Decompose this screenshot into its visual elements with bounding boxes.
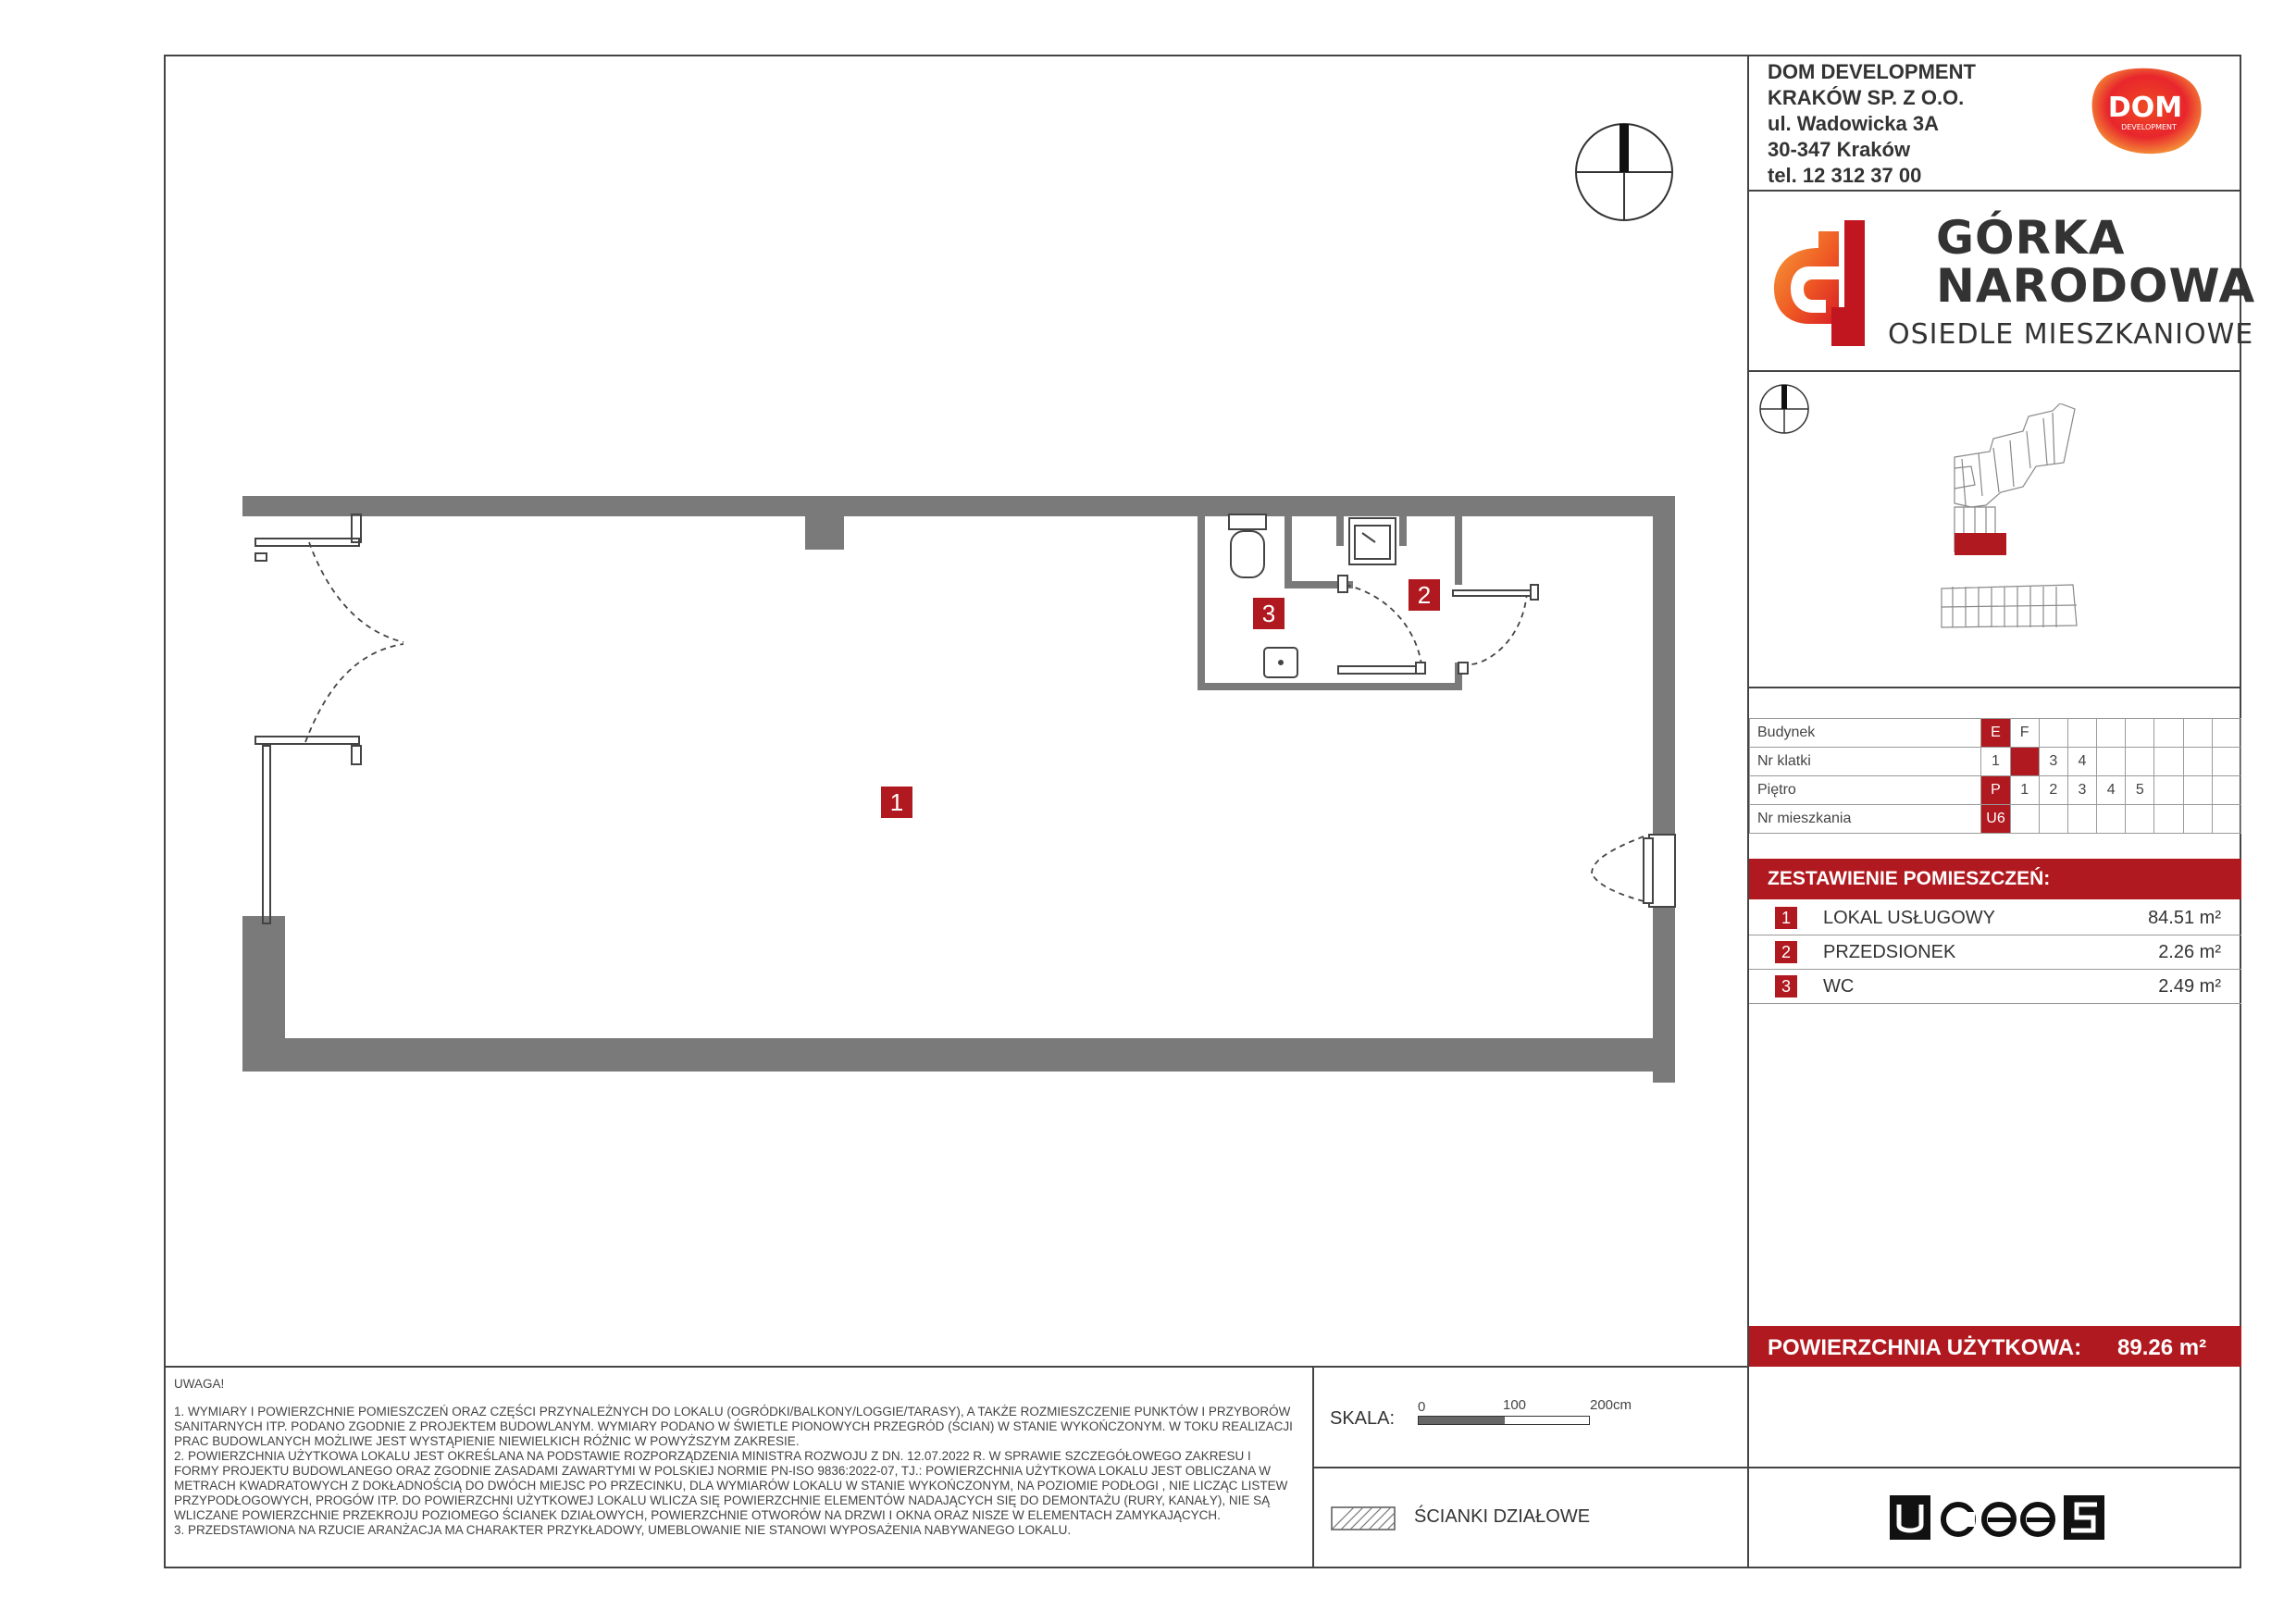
location-cell xyxy=(2097,805,2126,834)
location-cell xyxy=(2212,748,2240,776)
company-name-1: DOM DEVELOPMENT xyxy=(1768,60,1976,83)
company-phone: tel. 12 312 37 00 xyxy=(1768,164,1922,187)
location-row-label: Nr mieszkania xyxy=(1750,805,1981,834)
company-info xyxy=(1768,59,1976,189)
location-cell xyxy=(2097,748,2126,776)
room-row xyxy=(1749,935,2241,970)
location-cell xyxy=(2067,719,2096,748)
location-cell xyxy=(2154,748,2183,776)
room-tag-1: 1 xyxy=(881,787,912,818)
room-name: PRZEDSIONEK xyxy=(1823,942,1956,962)
project-title-1: GÓRKA xyxy=(1936,211,2126,265)
total-area-bar xyxy=(1749,1326,2241,1367)
location-cell: U6 xyxy=(1981,805,2010,834)
notes-item-2: 2. POWIERZCHNIA UŻYTKOWA LOKALU JEST OKREŚLANA NA PODSTAWIE ROZPORZĄDZENIA MINISTRA ROZWOJU Z DN. 12.07.2022 R. W SPRAWIE SZCZEGÓŁOWEGO ZAKRESU I FORMY PROJEKTU BUDOWLANEGO ORAZ ZGODNIE ZASADAMI ZAWARTYMI W POLSKIEJ NORMIE PN-ISO 9836:2022-07, TJ.: POWIERZCHNIA UŻYTKOWA LOKALU JEST OBLICZANA W METRACH KWADRATOWYCH Z DOKŁADNOŚCIĄ DO DWÓCH MIEJSC PO PRZECINKU, DLA WYMIARÓW LOKALU W STANIE WYKOŃCZONYM, NA POZIOMIE PODŁOGI , NIE LICZĄC LISTEW PRZYPODŁOGOWYCH, PROGÓW ITP. DO POWIERZCHNI UŻYTKOWEJ LOKALU WLICZA SIĘ POWIERZCHNIE ELEMENTÓW NADAJĄCYCH SIĘ DO DEMONTAŻU (RURY, KANAŁY), NIE SĄ WLICZANE POWIERZCHNIE PRZEKROJU POZIOMEGO ŚCIANEK DZIAŁOWYCH, POWIERZCHNIE OTWORÓW NA DRZWI I OKNA ORAZ NISZE W ELEMENTACH ZAMYKAJĄCYCH. xyxy=(174,1449,1288,1522)
location-cell: 3 xyxy=(2039,748,2067,776)
gorka-narodowa-logo-mark xyxy=(1772,220,1883,348)
location-cell xyxy=(2183,805,2212,834)
room-number-badge: 2 xyxy=(1775,941,1797,963)
scale-label: SKALA: xyxy=(1330,1408,1396,1429)
location-cell xyxy=(2154,776,2183,805)
room-tag-2: 2 xyxy=(1409,579,1440,611)
location-cell xyxy=(2154,719,2183,748)
location-cell: 4 xyxy=(2067,748,2096,776)
logo-divider xyxy=(1747,370,2241,372)
location-row-label: Nr klatki xyxy=(1750,748,1981,776)
room-area: 2.49 m² xyxy=(2158,976,2221,997)
location-cell xyxy=(2183,719,2212,748)
location-cell xyxy=(2039,719,2067,748)
rooms-list xyxy=(1749,901,2241,1004)
location-cell: 5 xyxy=(2126,776,2154,805)
location-cell: 3 xyxy=(2067,776,2096,805)
location-cell: F xyxy=(2010,719,2039,748)
key-plan-map xyxy=(1934,403,2091,653)
dom-logo-text: DOM xyxy=(2107,92,2183,124)
company-name-2: KRAKÓW SP. Z O.O. xyxy=(1768,86,1965,109)
location-cell xyxy=(2154,805,2183,834)
floor-plan xyxy=(231,481,1694,1083)
location-row xyxy=(1750,719,2241,748)
location-row-label: Budynek xyxy=(1750,719,1981,748)
location-row xyxy=(1750,748,2241,776)
location-cell: P xyxy=(1981,776,2010,805)
project-subtitle: OSIEDLE MIESZKANIOWE xyxy=(1888,318,2254,351)
notes-item-3: 3. PRZEDSTAWIONA NA RZUCIE ARANŻACJA MA CHARAKTER PRZYKŁADOWY, UMEBLOWANIE NIE STANOWI WYPOSAŻENIA NABYWANEGO LOKALU. xyxy=(174,1523,1072,1537)
keyplan-divider xyxy=(1747,687,2241,688)
location-cell xyxy=(2039,805,2067,834)
company-city: 30-347 Kraków xyxy=(1768,138,1911,161)
project-title-2: NARODOWA xyxy=(1936,259,2256,313)
location-cell xyxy=(2067,805,2096,834)
scale-tick-200: 200cm xyxy=(1590,1397,1632,1413)
dom-development-logo xyxy=(2090,67,2206,155)
rooms-heading xyxy=(1749,859,2241,899)
room-area: 2.26 m² xyxy=(2158,942,2221,962)
location-cell xyxy=(2010,805,2039,834)
room-number-badge: 1 xyxy=(1775,907,1797,929)
company-street: ul. Wadowicka 3A xyxy=(1768,112,1940,135)
location-cell xyxy=(2183,776,2212,805)
brand-divider xyxy=(1747,1467,2241,1468)
ucees-logo xyxy=(1888,1492,2110,1543)
location-cell xyxy=(2126,719,2154,748)
room-tag-3: 3 xyxy=(1253,598,1285,629)
hatch-legend-icon xyxy=(1331,1506,1396,1530)
location-cell xyxy=(2212,776,2240,805)
location-cell: 2 xyxy=(2039,776,2067,805)
company-divider xyxy=(1747,190,2241,192)
location-row-label: Piętro xyxy=(1750,776,1981,805)
room-number-badge: 3 xyxy=(1775,975,1797,997)
location-cell: 4 xyxy=(2097,776,2126,805)
scale-tick-100: 100 xyxy=(1503,1397,1527,1413)
legend-label: ŚCIANKI DZIAŁOWE xyxy=(1414,1506,1591,1527)
location-cell xyxy=(2212,805,2240,834)
location-table xyxy=(1749,718,2241,834)
location-row xyxy=(1750,776,2241,805)
scale-bar xyxy=(1418,1416,1590,1425)
location-cell xyxy=(2212,719,2240,748)
location-cell: 1 xyxy=(2010,776,2039,805)
location-row xyxy=(1750,805,2241,834)
location-cell: 1 xyxy=(1981,748,2010,776)
room-name: LOKAL USŁUGOWY xyxy=(1823,908,1995,928)
notes xyxy=(174,1377,1298,1538)
location-cell: E xyxy=(1981,719,2010,748)
rooms-heading-text: ZESTAWIENIE POMIESZCZEŃ: xyxy=(1768,868,2051,889)
location-cell: 2 xyxy=(2010,748,2039,776)
location-cell xyxy=(2097,719,2126,748)
location-cell xyxy=(2126,805,2154,834)
compass-icon xyxy=(1573,121,1675,223)
room-area: 84.51 m² xyxy=(2148,908,2221,928)
location-cell xyxy=(2183,748,2212,776)
total-area-label: POWIERZCHNIA UŻYTKOWA: xyxy=(1768,1335,2082,1360)
total-area-value: 89.26 m² xyxy=(2117,1335,2207,1360)
room-row xyxy=(1749,970,2241,1004)
notes-heading: UWAGA! xyxy=(174,1377,225,1391)
room-name: WC xyxy=(1823,976,1855,997)
notes-divider xyxy=(164,1366,1748,1368)
notes-item-1: 1. WYMIARY I POWIERZCHNIE POMIESZCZEŃ ORAZ CZĘŚCI PRZYNALEŻNYCH DO LOKALU (OGRÓDKI/BALKONY/LOGGIE/TARASY), A TAKŻE ROZMIESZCZENIE PUNKTÓW I PRZYBORÓW SANITARNYCH ITP. PODANO ZGODNIE Z PROJEKTEM BUDOWLANYM. WYMIARY PODANO W ŚWIETLE PIONOWYCH PRZEGRÓD (ŚCIAN) W STANIE WYKOŃCZONYM. W TOKU REALIZACJI PRAC BUDOWLANYCH MOŻLIWE JEST WYSTĄPIENIE NIEWIELKICH RÓŻNIC W POWYŻSZYM ZAKRESIE. xyxy=(174,1405,1293,1448)
scale-tick-0: 0 xyxy=(1418,1399,1426,1415)
keyplan-compass-icon xyxy=(1758,383,1810,435)
dom-logo-subtext: DEVELOPMENT xyxy=(2121,123,2177,131)
room-row xyxy=(1749,901,2241,935)
location-cell xyxy=(2126,748,2154,776)
